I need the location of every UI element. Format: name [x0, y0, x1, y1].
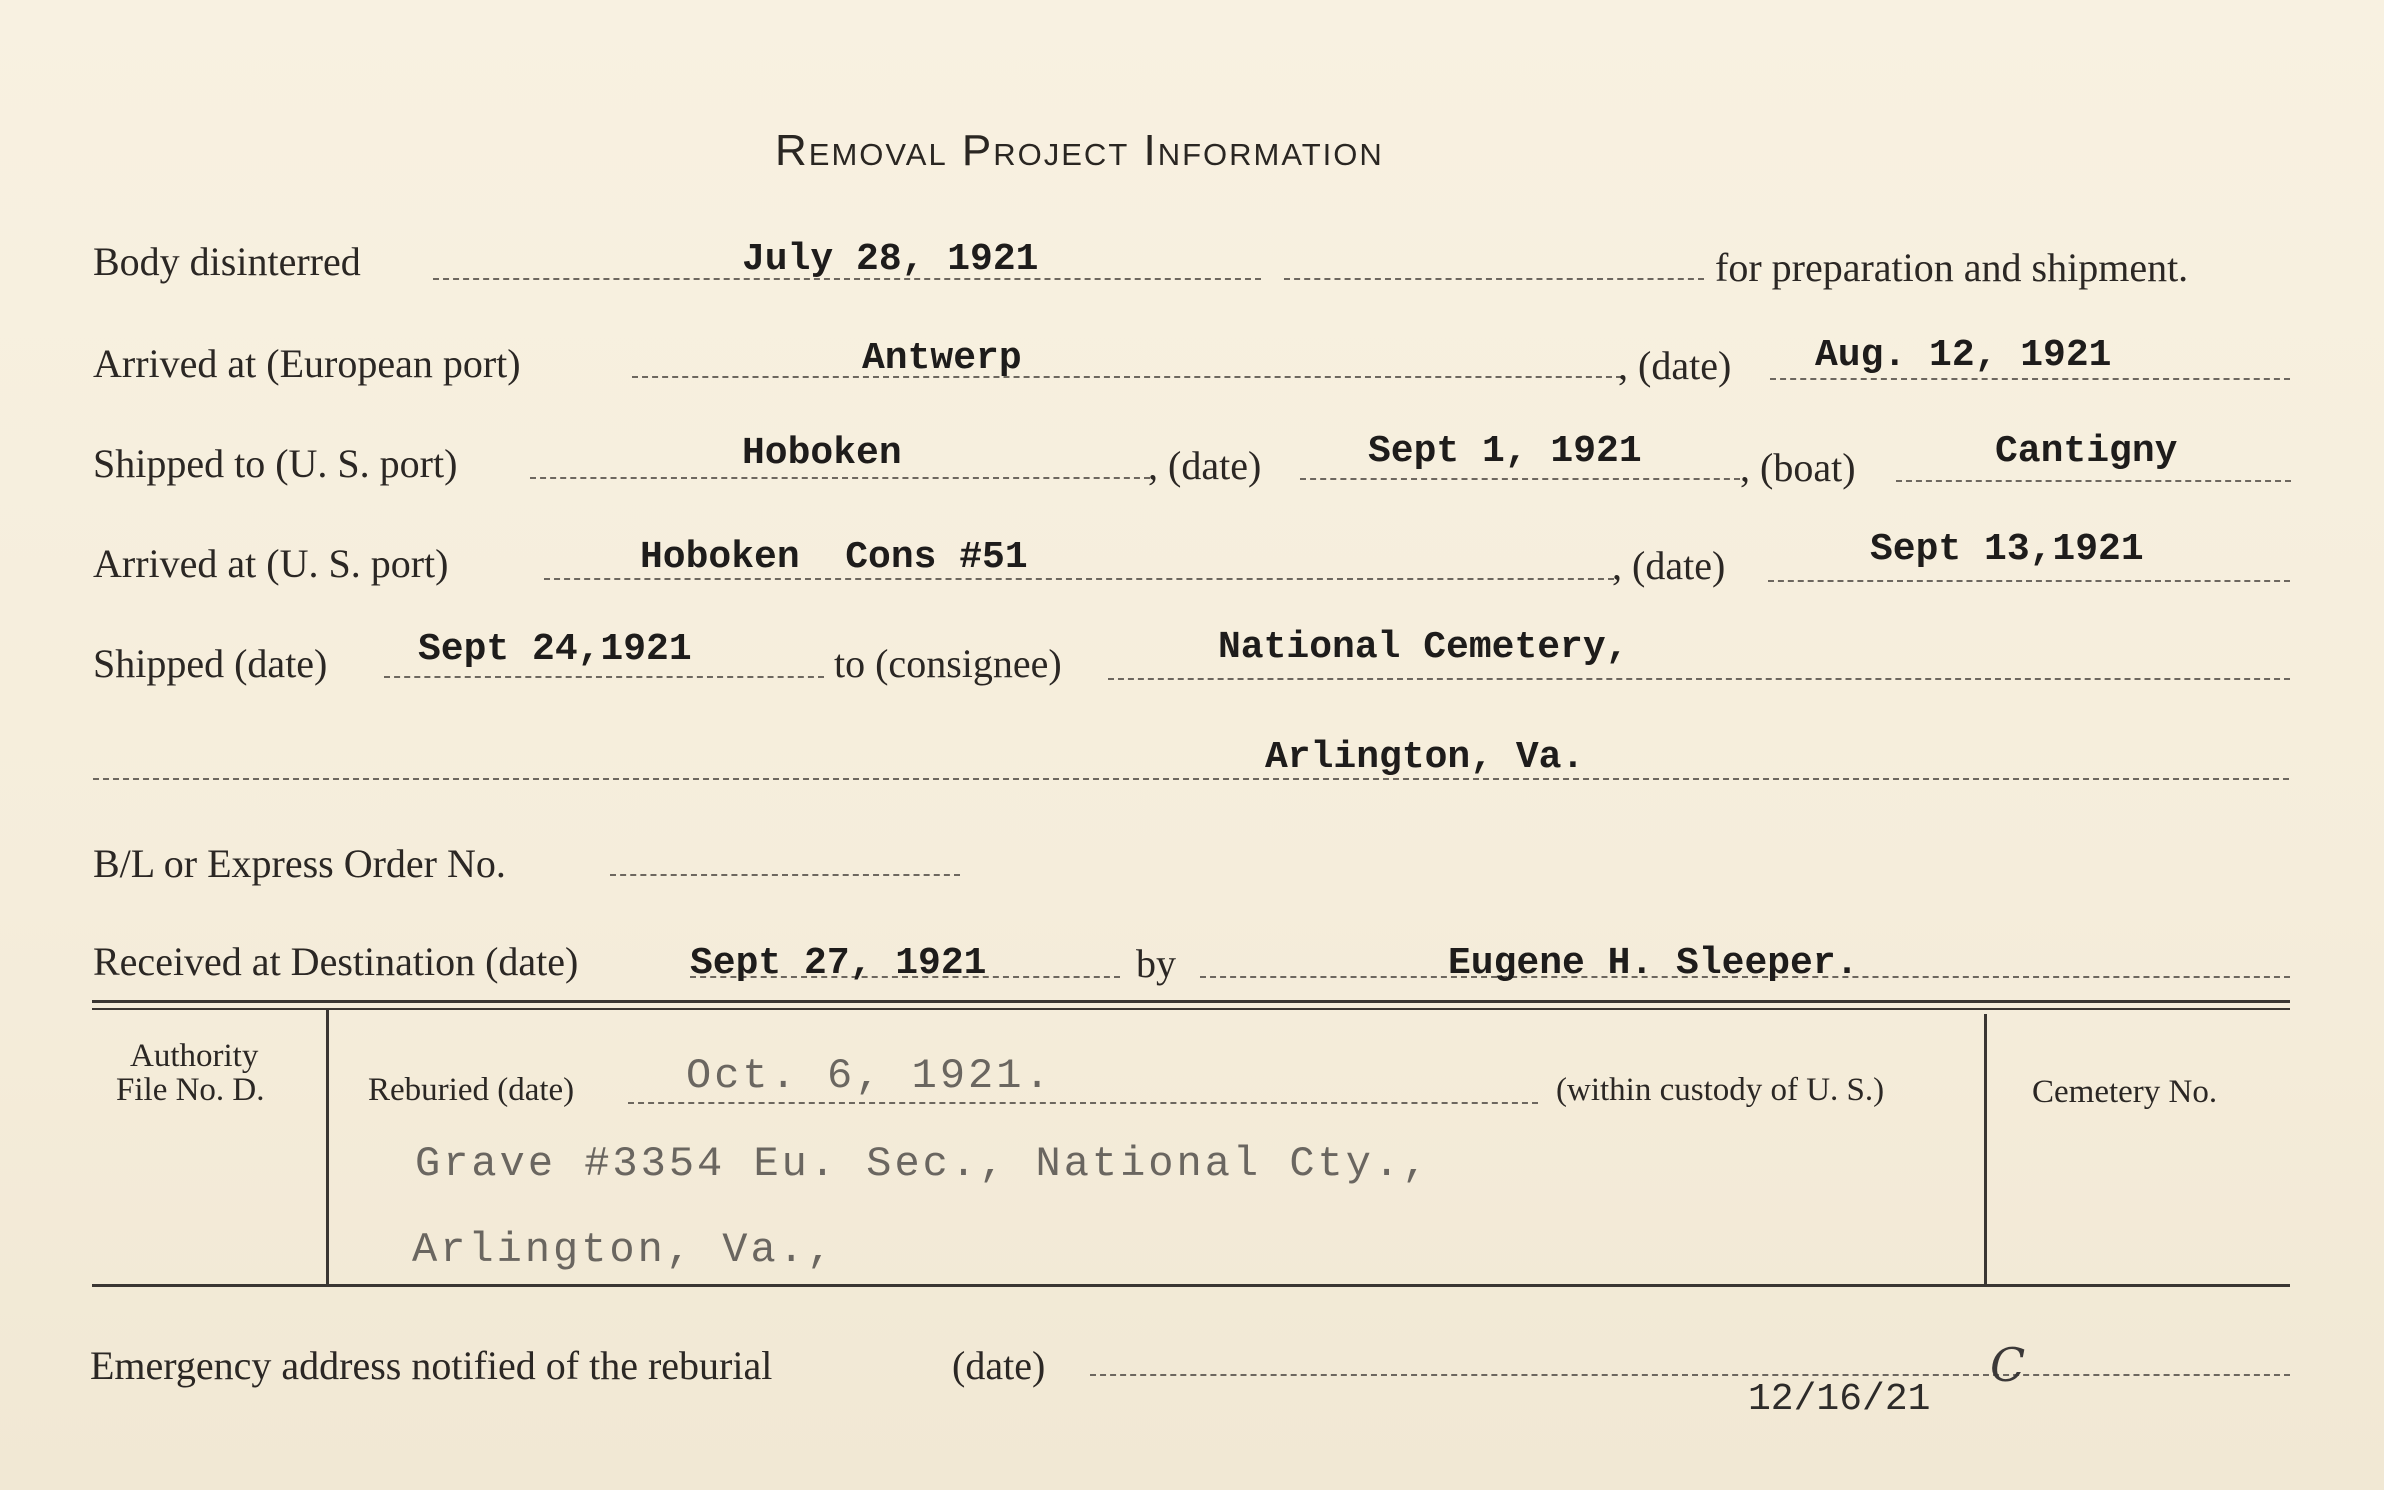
- emergency-initial: C: [1990, 1338, 2026, 1392]
- consignee-label: to (consignee): [834, 641, 1062, 686]
- bl-label: B/L or Express Order No.: [93, 841, 506, 886]
- box-bottom-rule: [92, 1284, 2290, 1287]
- shipped-date-label: Shipped (date): [93, 641, 328, 686]
- consignee-value-2: Arlington, Va.: [1265, 736, 1585, 779]
- disinterred-label: Body disinterred: [93, 239, 361, 284]
- shipped-to-port: Hoboken: [742, 432, 902, 475]
- emergency-date-label: (date): [952, 1343, 1046, 1388]
- european-port-date: Aug. 12, 1921: [1815, 334, 2112, 377]
- disinterred-date: July 28, 1921: [742, 238, 1039, 281]
- cemetery-no-label: Cemetery No.: [2032, 1074, 2218, 1110]
- european-port-line: [632, 376, 1622, 378]
- disinterred-suffix: for preparation and shipment.: [1715, 245, 2189, 290]
- shipped-to-boat-line: [1896, 480, 2291, 482]
- shipped-to-date-label: , (date): [1148, 443, 1262, 488]
- received-label: Received at Destination (date): [93, 939, 579, 984]
- grave-line-2: Arlington, Va.,: [412, 1226, 836, 1274]
- arrived-us-date: Sept 13,1921: [1870, 528, 2144, 571]
- arrived-us-date-line: [1768, 580, 2290, 582]
- box-divider-left: [326, 1008, 329, 1284]
- reburied-line: [628, 1102, 1538, 1104]
- shipped-to-boat: Cantigny: [1995, 430, 2178, 473]
- arrived-us-label: Arrived at (U. S. port): [93, 541, 449, 586]
- consignee-value: National Cemetery,: [1218, 626, 1629, 669]
- arrived-us-date-label: , (date): [1612, 543, 1726, 588]
- file-no-label: File No. D.: [116, 1072, 265, 1108]
- box-top-rule-2: [92, 1008, 2290, 1010]
- box-divider-right: [1984, 1014, 1987, 1284]
- box-top-rule: [92, 1000, 2290, 1003]
- shipped-to-date: Sept 1, 1921: [1368, 430, 1642, 473]
- card-title: Removal Project Information: [775, 126, 1384, 175]
- emergency-line: [1090, 1374, 2290, 1376]
- received-date: Sept 27, 1921: [690, 942, 987, 985]
- grave-line-1: Grave #3354 Eu. Sec., National Cty.,: [415, 1140, 1431, 1188]
- european-port-date-label: , (date): [1618, 343, 1732, 388]
- reburied-label: Reburied (date): [368, 1072, 575, 1108]
- bl-line: [610, 874, 960, 876]
- shipped-to-label: Shipped to (U. S. port): [93, 441, 458, 486]
- authority-label: Authority: [130, 1038, 259, 1074]
- shipped-to-boat-label: , (boat): [1740, 445, 1856, 490]
- received-by: Eugene H. Sleeper.: [1448, 942, 1859, 985]
- arrived-us-value: Hoboken Cons #51: [640, 536, 1028, 579]
- shipped-to-line: [530, 477, 1150, 479]
- european-port-date-line: [1770, 378, 2290, 380]
- european-port-value: Antwerp: [862, 337, 1022, 380]
- emergency-label: Emergency address notified of the reburial: [90, 1343, 773, 1388]
- european-port-label: Arrived at (European port): [93, 341, 521, 386]
- shipped-date-line: [384, 676, 824, 678]
- shipped-to-date-line: [1300, 478, 1740, 480]
- consignee-line: [1108, 678, 2290, 680]
- disinterred-line-2: [1284, 278, 1704, 280]
- custody-label: (within custody of U. S.): [1556, 1072, 1885, 1108]
- emergency-date: 12/16/21: [1748, 1378, 1931, 1421]
- reburied-date: Oct. 6, 1921.: [686, 1052, 1053, 1100]
- consignee-line-2: [93, 778, 2289, 780]
- received-by-label: by: [1136, 941, 1176, 986]
- shipped-date-value: Sept 24,1921: [418, 628, 692, 671]
